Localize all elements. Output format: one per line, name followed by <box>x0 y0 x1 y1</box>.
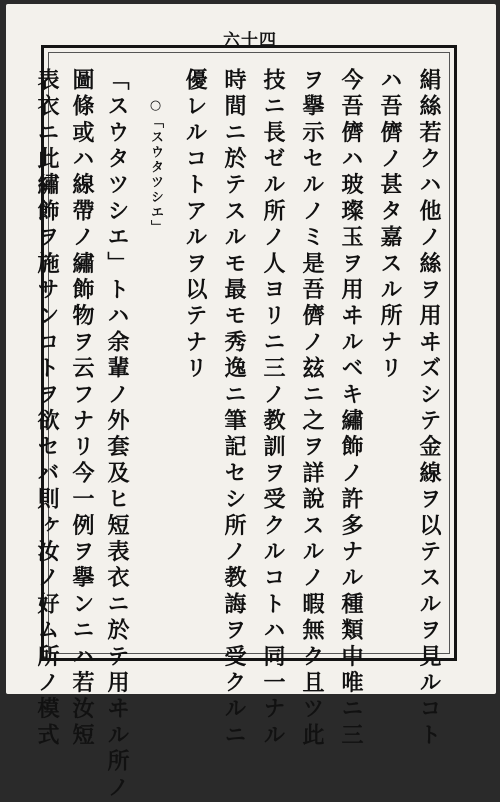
text-frame <box>34 45 457 802</box>
text-column: 時間ニ於テスルモ最モ秀逸ニ筆記セシ所ノ教誨ヲ受クルニ <box>221 68 247 750</box>
text-column: 「スウタツシエ」トハ余輩ノ外套及ヒ短表衣ニ於テ用ヰル所ノ <box>104 68 130 802</box>
text-column: 絹絲若クハ他ノ絲ヲ用ヰズシテ金線ヲ以テスルヲ見ルコト <box>416 68 442 750</box>
page-number: 六十四 <box>223 31 277 51</box>
text-column: 今吾儕ハ玻璨玉ヲ用ヰルベキ繡飾ノ許多ナル種類中唯ニ三 <box>338 68 364 750</box>
text-column: 優レルコトアルヲ以テナリ <box>182 68 208 383</box>
text-column: ヲ擧示セルノミ是吾儕ノ玆ニ之ヲ詳說スルノ暇無ク且ツ此 <box>299 68 325 750</box>
text-column: 圖條或ハ線帶ノ繡飾物ヲ云フナリ今一例ヲ擧ンニハ若汝短 <box>69 68 95 750</box>
section-heading: ○「スウタツシエ」 <box>148 98 163 235</box>
text-columns <box>34 58 450 802</box>
text-column: ハ吾儕ノ甚タ嘉スル所ナリ <box>377 68 403 383</box>
text-column: 技ニ長ゼル所ノ人ヨリニ三ノ教訓ヲ受クルコトハ同一ナル <box>260 68 286 750</box>
text-column: 表衣ニ此繡飾ヲ施サンコトヲ欲セバ則ヶ汝ノ好ム所ノ模式 <box>34 68 60 750</box>
